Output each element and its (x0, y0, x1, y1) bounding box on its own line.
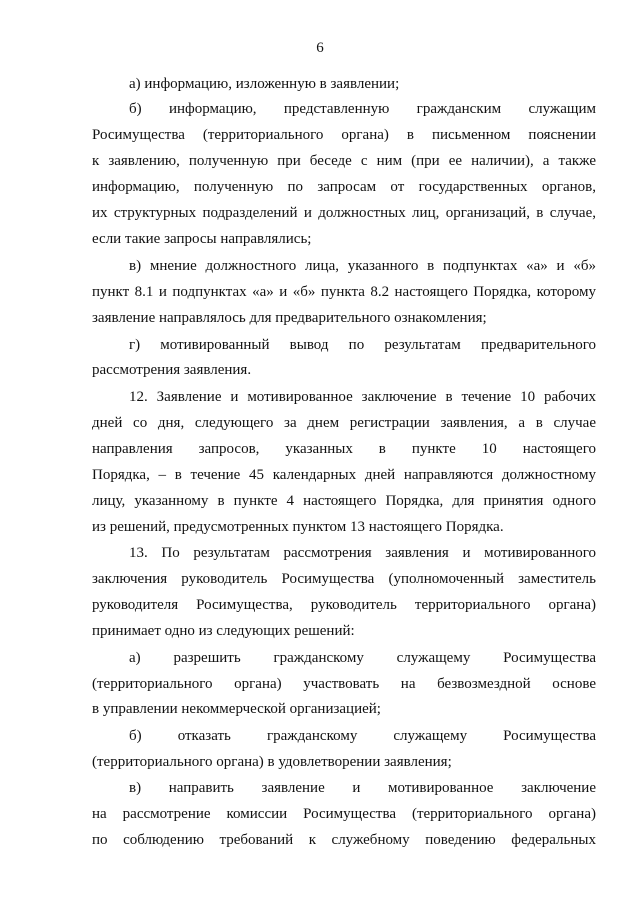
text-line: на рассмотрение комиссии Росимущества (территориального органа) (92, 806, 596, 822)
text-line: б) информацию, представленную гражданским служащим (129, 101, 596, 117)
text-line: если такие запросы направлялись; (92, 231, 312, 247)
text-line: в) мнение должностного лица, указанного в подпунктах «а» и «б» (129, 258, 596, 274)
text-line: принимает одно из следующих решений: (92, 623, 355, 639)
text-line: г) мотивированный вывод по результатам предварительного (129, 337, 596, 353)
text-line: а) информацию, изложенную в заявлении; (129, 76, 400, 92)
text-line: дней со дня, следующего за днем регистрации заявления, а в случае (92, 415, 596, 431)
text-line: к заявлению, полученную при беседе с ним (при ее наличии), а также (92, 153, 596, 169)
text-line: из решений, предусмотренных пунктом 13 настоящего Порядка. (92, 519, 504, 535)
text-line: заключения руководитель Росимущества (уполномоченный заместитель (92, 571, 596, 587)
text-line: в) направить заявление и мотивированное заключение (129, 780, 596, 796)
page-number: 6 (316, 40, 324, 56)
text-line: в управлении некоммерческой организацией; (92, 701, 381, 717)
text-line: информацию, полученную по запросам от государственных органов, (92, 179, 596, 195)
text-line: (территориального органа) участвовать на безвозмездной основе (92, 676, 596, 692)
text-line: 13. По результатам рассмотрения заявления и мотивированного (129, 545, 596, 561)
text-line: руководителя Росимущества, руководитель территориального органа) (92, 597, 596, 613)
text-line: (территориального органа) в удовлетворении заявления; (92, 754, 452, 770)
text-line: рассмотрения заявления. (92, 362, 252, 378)
text-line: пункт 8.1 и подпунктах «а» и «б» пункта 8.2 настоящего Порядка, которому (92, 284, 596, 300)
text-line: по соблюдению требований к служебному поведению федеральных (92, 832, 596, 848)
text-line: заявление направлялось для предварительного ознакомления; (92, 310, 487, 326)
text-line: направления запросов, указанных в пункте 10 настоящего (92, 441, 596, 457)
text-line: 12. Заявление и мотивированное заключение в течение 10 рабочих (129, 389, 596, 405)
text-line: лицу, указанному в пункте 4 настоящего Порядка, для принятия одного (92, 493, 596, 509)
text-line: Порядка, – в течение 45 календарных дней направляются должностному (92, 467, 596, 483)
text-line: их структурных подразделений и должностных лиц, организаций, в случае, (92, 205, 596, 221)
text-line: а) разрешить гражданскому служащему Росимущества (129, 650, 596, 666)
text-line: б) отказать гражданскому служащему Росимущества (129, 728, 596, 744)
text-line: Росимущества (территориального органа) в письменном пояснении (92, 127, 596, 143)
